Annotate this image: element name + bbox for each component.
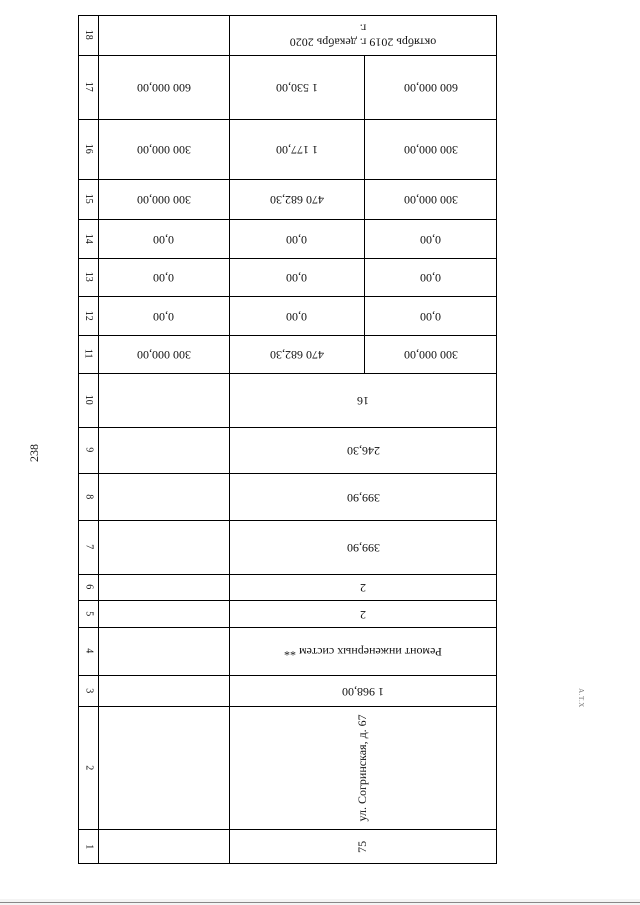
cell-main-col-12-text: 0,00 — [286, 309, 307, 324]
column-number-7 — [78, 520, 98, 574]
cell-sub-col-11-text: 300 000,00 — [403, 347, 458, 362]
column-number-10 — [78, 373, 98, 427]
cell-sub-col-17 — [364, 55, 497, 119]
cell-main-col-4 — [229, 627, 497, 675]
cell-main-col-9-text: 246,30 — [346, 443, 380, 458]
cell-main-col-13-text: 0,00 — [286, 270, 307, 285]
column-number-12 — [78, 296, 98, 335]
data-table — [78, 15, 497, 864]
cell-main-col-11 — [229, 335, 364, 373]
cell-main-col-12 — [229, 296, 364, 335]
cell-extra-col-17 — [98, 55, 229, 119]
column-number-11-text: 11 — [82, 349, 94, 359]
cell-extra-col-15 — [98, 179, 229, 219]
cell-main-col-8 — [229, 473, 497, 520]
cell-empty-col-10 — [98, 373, 229, 427]
cell-sub-col-15 — [364, 179, 497, 219]
column-number-6 — [78, 574, 98, 600]
page-number: 238 — [26, 444, 41, 462]
column-number-15 — [78, 179, 98, 219]
column-number-14 — [78, 219, 98, 258]
column-number-14-text: 14 — [82, 233, 94, 244]
cell-main-col-9 — [229, 427, 497, 473]
column-number-6-text: 6 — [82, 584, 94, 590]
cell-extra-col-14-text: 0,00 — [153, 232, 174, 247]
cell-main-col-14-text: 0,00 — [286, 232, 307, 247]
cell-main-col-1-text: 75 — [355, 840, 370, 853]
column-number-4 — [78, 627, 98, 675]
cell-extra-col-12 — [98, 296, 229, 335]
cell-main-col-7-text: 399,90 — [346, 540, 380, 555]
cell-main-col-5 — [229, 600, 497, 627]
cell-main-col-15 — [229, 179, 364, 219]
cell-main-col-6-text: 2 — [360, 580, 366, 595]
cell-empty-col-1 — [98, 829, 229, 864]
column-number-1-text: 1 — [82, 844, 94, 849]
cell-main-col-16-text: 1 177,00 — [275, 142, 318, 157]
cell-main-col-16 — [229, 119, 364, 179]
column-number-5 — [78, 600, 98, 627]
cell-main-col-17-text: 1 530,00 — [275, 80, 318, 95]
cell-main-col-3 — [229, 675, 497, 706]
column-number-16-text: 16 — [82, 144, 94, 154]
column-number-11 — [78, 335, 98, 373]
cell-empty-col-8 — [98, 473, 229, 520]
cell-sub-col-16-text: 300 000,00 — [403, 142, 458, 157]
cell-extra-col-12-text: 0,00 — [153, 309, 174, 324]
column-number-16 — [78, 119, 98, 179]
cell-main-col-8-text: 399,90 — [346, 490, 380, 505]
column-number-5-text: 5 — [82, 611, 94, 616]
column-number-18 — [78, 15, 98, 55]
cell-main-col-1 — [229, 829, 497, 864]
cell-empty-col-6 — [98, 574, 229, 600]
cell-main-col-18-text: октябрь 2019 г. декабрь 2020 г. — [289, 22, 437, 50]
cell-main-col-14 — [229, 219, 364, 258]
cell-sub-col-12 — [364, 296, 497, 335]
cell-extra-col-15-text: 300 000,00 — [136, 192, 191, 207]
cell-main-col-2 — [229, 706, 497, 829]
cell-main-col-15-text: 470 682,30 — [269, 192, 324, 207]
cell-main-col-7 — [229, 520, 497, 574]
cell-main-col-10-text: 16 — [357, 393, 369, 408]
column-number-2 — [78, 706, 98, 829]
cell-empty-col-2 — [98, 706, 229, 829]
column-number-3-text: 3 — [82, 688, 94, 693]
cell-sub-col-12-text: 0,00 — [420, 309, 441, 324]
cell-extra-col-11 — [98, 335, 229, 373]
cell-empty-col-5 — [98, 600, 229, 627]
column-number-9 — [78, 427, 98, 473]
cell-main-col-18 — [229, 15, 497, 55]
cell-main-col-17 — [229, 55, 364, 119]
column-number-3 — [78, 675, 98, 706]
cell-sub-col-14-text: 0,00 — [420, 232, 441, 247]
cell-extra-col-16 — [98, 119, 229, 179]
column-number-15-text: 15 — [82, 194, 94, 204]
column-number-4-text: 4 — [82, 648, 94, 654]
column-number-7-text: 7 — [82, 544, 94, 550]
column-number-12-text: 12 — [82, 310, 94, 321]
side-mark: А.Т.Х — [577, 688, 585, 708]
cell-sub-col-11 — [364, 335, 497, 373]
cell-empty-col-9 — [98, 427, 229, 473]
cell-sub-col-15-text: 300 000,00 — [403, 192, 458, 207]
cell-empty-col-3 — [98, 675, 229, 706]
cell-main-col-5-text: 2 — [360, 607, 366, 622]
cell-main-col-11-text: 470 682,30 — [269, 347, 324, 362]
cell-extra-col-13 — [98, 258, 229, 296]
cell-main-col-6 — [229, 574, 497, 600]
cell-sub-col-13-text: 0,00 — [420, 270, 441, 285]
column-number-2-text: 2 — [82, 765, 94, 770]
cell-sub-col-14 — [364, 219, 497, 258]
column-number-8 — [78, 473, 98, 520]
cell-sub-col-17-text: 600 000,00 — [403, 80, 458, 95]
column-number-18-text: 18 — [82, 30, 94, 40]
cell-sub-col-13 — [364, 258, 497, 296]
column-number-13-text: 13 — [82, 272, 94, 282]
cell-main-col-10 — [229, 373, 497, 427]
column-number-1 — [78, 829, 98, 864]
page-bottom-edge — [0, 902, 640, 903]
cell-main-col-3-text: 1 968,00 — [342, 684, 384, 699]
cell-extra-col-11-text: 300 000,00 — [136, 347, 191, 362]
cell-main-col-4-text: Ремонт инженерных систем ** — [284, 644, 442, 659]
cell-extra-col-17-text: 600 000,00 — [136, 80, 191, 95]
cell-empty-col-7 — [98, 520, 229, 574]
cell-empty-col-18 — [98, 15, 229, 55]
column-number-10-text: 10 — [82, 395, 94, 405]
cell-sub-col-16 — [364, 119, 497, 179]
cell-main-col-2-text: ул. Согринская, д. 67 — [355, 713, 370, 822]
cell-extra-col-13-text: 0,00 — [153, 270, 174, 285]
cell-main-col-13 — [229, 258, 364, 296]
column-number-13 — [78, 258, 98, 296]
cell-extra-col-16-text: 300 000,00 — [136, 142, 191, 157]
cell-empty-col-4 — [98, 627, 229, 675]
column-number-17 — [78, 55, 98, 119]
column-number-17-text: 17 — [82, 82, 94, 92]
column-number-8-text: 8 — [82, 494, 94, 499]
column-number-9-text: 9 — [82, 447, 94, 453]
cell-extra-col-14 — [98, 219, 229, 258]
